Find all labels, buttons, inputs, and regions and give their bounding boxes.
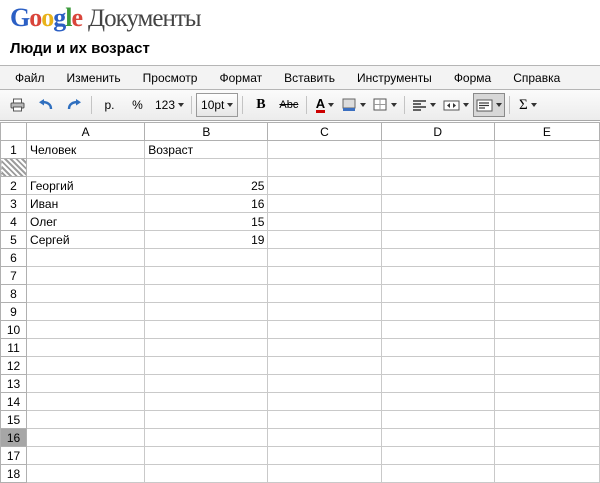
- borders-icon: [373, 98, 388, 112]
- cell-A4[interactable]: Олег: [27, 213, 145, 231]
- cell-B1[interactable]: Возраст: [145, 141, 268, 159]
- row-header-18[interactable]: 18: [1, 465, 27, 483]
- menu-item-form[interactable]: Форма: [453, 70, 492, 85]
- table-row: [1, 339, 600, 357]
- cell-E17[interactable]: [494, 447, 599, 465]
- frozen-row-handle[interactable]: [1, 159, 27, 177]
- cell-C2[interactable]: [268, 177, 381, 195]
- cell-Dsep[interactable]: [381, 159, 494, 177]
- cell-A13[interactable]: [27, 375, 145, 393]
- table-row: [1, 375, 600, 393]
- cell-E9[interactable]: [494, 303, 599, 321]
- number-format-button[interactable]: [152, 93, 187, 117]
- table-row: [1, 465, 600, 483]
- cell-D2[interactable]: [381, 177, 494, 195]
- cell-E14[interactable]: [494, 393, 599, 411]
- font-size-label: 10pt: [201, 98, 225, 112]
- row-header-3[interactable]: 3: [1, 195, 27, 213]
- cell-C10[interactable]: [268, 321, 381, 339]
- cell-E10[interactable]: [494, 321, 599, 339]
- cell-A2[interactable]: Георгий: [27, 177, 145, 195]
- table-row: [1, 141, 600, 159]
- cell-D3[interactable]: [381, 195, 494, 213]
- cell-C11[interactable]: [268, 339, 381, 357]
- cell-D9[interactable]: [381, 303, 494, 321]
- table-row: [1, 411, 600, 429]
- fill-color-icon: [342, 98, 357, 112]
- toolbar-separator-4: [306, 96, 307, 114]
- cell-D4[interactable]: [381, 213, 494, 231]
- currency-format-button[interactable]: р.: [104, 98, 115, 112]
- menu-item-view[interactable]: Просмотр: [142, 70, 198, 85]
- cell-B12[interactable]: [145, 357, 268, 375]
- row-header-1[interactable]: 1: [1, 141, 27, 159]
- row-header-14[interactable]: 14: [1, 393, 27, 411]
- cell-D10[interactable]: [381, 321, 494, 339]
- row-header-7[interactable]: 7: [1, 267, 27, 285]
- toolbar-separator-3: [242, 96, 243, 114]
- cell-A16[interactable]: [27, 429, 145, 447]
- cell-C5[interactable]: [268, 231, 381, 249]
- cell-D7[interactable]: [381, 267, 494, 285]
- chevron-down-icon: [328, 103, 334, 107]
- table-row: [1, 177, 600, 195]
- cell-E16[interactable]: [494, 429, 599, 447]
- toolbar-separator-2: [191, 96, 192, 114]
- cell-A12[interactable]: [27, 357, 145, 375]
- cell-D6[interactable]: [381, 249, 494, 267]
- cell-E12[interactable]: [494, 357, 599, 375]
- cell-A3[interactable]: Иван: [27, 195, 145, 213]
- cell-B18[interactable]: [145, 465, 268, 483]
- cell-B3[interactable]: 16: [145, 195, 268, 213]
- table-row: [1, 249, 600, 267]
- cell-A10[interactable]: [27, 321, 145, 339]
- column-header-a[interactable]: A: [27, 123, 145, 141]
- toolbar: [0, 90, 600, 121]
- cell-B11[interactable]: [145, 339, 268, 357]
- cell-E15[interactable]: [494, 411, 599, 429]
- print-icon: [10, 98, 25, 112]
- cell-E11[interactable]: [494, 339, 599, 357]
- cell-B4[interactable]: 15: [145, 213, 268, 231]
- cell-D17[interactable]: [381, 447, 494, 465]
- spreadsheet-body: [1, 141, 600, 483]
- undo-icon: [38, 98, 54, 112]
- row-header-9[interactable]: 9: [1, 303, 27, 321]
- brand-header: [0, 0, 600, 34]
- bold-icon: B: [256, 97, 266, 112]
- wrap-text-button[interactable]: [473, 93, 505, 117]
- row-header-10[interactable]: 10: [1, 321, 27, 339]
- fill-color-button[interactable]: [339, 93, 369, 117]
- cell-E18[interactable]: [494, 465, 599, 483]
- cell-B17[interactable]: [145, 447, 268, 465]
- column-header-row: [1, 123, 600, 141]
- row-header-11[interactable]: 11: [1, 339, 27, 357]
- cell-C12[interactable]: [268, 357, 381, 375]
- cell-D11[interactable]: [381, 339, 494, 357]
- cell-E6[interactable]: [494, 249, 599, 267]
- select-all-corner[interactable]: [1, 123, 27, 141]
- cell-D18[interactable]: [381, 465, 494, 483]
- text-color-icon: A: [315, 95, 326, 111]
- chevron-down-icon: [531, 103, 537, 107]
- cell-C17[interactable]: [268, 447, 381, 465]
- redo-button[interactable]: [60, 93, 87, 117]
- cell-E7[interactable]: [494, 267, 599, 285]
- cell-Asep[interactable]: [27, 159, 145, 177]
- cell-A18[interactable]: [27, 465, 145, 483]
- menu-item-help[interactable]: Справка: [513, 70, 561, 85]
- cell-E2[interactable]: [494, 177, 599, 195]
- column-header-e[interactable]: E: [494, 123, 599, 141]
- row-header-12[interactable]: 12: [1, 357, 27, 375]
- logo-letter-g2: g: [53, 3, 66, 32]
- column-header-c[interactable]: C: [268, 123, 381, 141]
- cell-C18[interactable]: [268, 465, 381, 483]
- cell-A6[interactable]: [27, 249, 145, 267]
- cell-B13[interactable]: [145, 375, 268, 393]
- toolbar-separator-6: [509, 96, 510, 114]
- logo-letter-g1: G: [10, 3, 30, 32]
- cell-B16[interactable]: [145, 429, 268, 447]
- cell-E3[interactable]: [494, 195, 599, 213]
- cell-E8[interactable]: [494, 285, 599, 303]
- cell-Bsep[interactable]: [145, 159, 268, 177]
- menu-item-insert[interactable]: Вставить: [284, 70, 335, 85]
- menu-item-edit[interactable]: Изменить: [66, 70, 121, 85]
- cell-C13[interactable]: [268, 375, 381, 393]
- cell-A15[interactable]: [27, 411, 145, 429]
- cell-D12[interactable]: [381, 357, 494, 375]
- product-name: Документы: [88, 5, 201, 32]
- table-row: [1, 231, 600, 249]
- cell-B15[interactable]: [145, 411, 268, 429]
- wrap-text-icon: [476, 99, 493, 112]
- chevron-down-icon: [430, 103, 436, 107]
- table-row: [1, 267, 600, 285]
- cell-C9[interactable]: [268, 303, 381, 321]
- redo-icon: [66, 98, 82, 112]
- chevron-down-icon: [227, 103, 233, 107]
- chevron-down-icon: [360, 103, 366, 107]
- toolbar-separator-5: [404, 96, 405, 114]
- cell-C7[interactable]: [268, 267, 381, 285]
- cell-A17[interactable]: [27, 447, 145, 465]
- row-header-17[interactable]: 17: [1, 447, 27, 465]
- table-row: [1, 285, 600, 303]
- cell-B6[interactable]: [145, 249, 268, 267]
- print-button[interactable]: [4, 93, 31, 117]
- google-logo[interactable]: [10, 4, 600, 33]
- document-title[interactable]: Люди и их возраст: [10, 40, 150, 57]
- logo-letter-o1: o: [29, 3, 42, 32]
- chevron-down-icon: [463, 103, 469, 107]
- strikethrough-icon: Abc: [279, 99, 299, 111]
- borders-button[interactable]: [370, 93, 400, 117]
- spreadsheet: [0, 121, 600, 483]
- font-size-select[interactable]: [196, 93, 238, 117]
- cell-C4[interactable]: [268, 213, 381, 231]
- cell-A7[interactable]: [27, 267, 145, 285]
- cell-B14[interactable]: [145, 393, 268, 411]
- table-row: [1, 429, 600, 447]
- cell-B10[interactable]: [145, 321, 268, 339]
- row-header-5[interactable]: 5: [1, 231, 27, 249]
- cell-E5[interactable]: [494, 231, 599, 249]
- cell-A9[interactable]: [27, 303, 145, 321]
- number-format-label: 123: [155, 98, 176, 112]
- table-row: [1, 447, 600, 465]
- sigma-icon: Σ: [519, 96, 528, 113]
- row-header-16[interactable]: 16: [1, 429, 27, 447]
- cell-A14[interactable]: [27, 393, 145, 411]
- cell-D15[interactable]: [381, 411, 494, 429]
- merge-cells-button[interactable]: [440, 93, 472, 117]
- menu-item-format[interactable]: Формат: [219, 70, 263, 85]
- table-row: [1, 159, 600, 177]
- table-row: [1, 321, 600, 339]
- cell-D1[interactable]: [381, 141, 494, 159]
- row-header-6[interactable]: 6: [1, 249, 27, 267]
- cell-C6[interactable]: [268, 249, 381, 267]
- cell-D16[interactable]: [381, 429, 494, 447]
- functions-button[interactable]: [514, 93, 541, 117]
- menu-bar: [0, 65, 600, 90]
- row-header-2[interactable]: 2: [1, 177, 27, 195]
- table-row: [1, 357, 600, 375]
- cell-C8[interactable]: [268, 285, 381, 303]
- table-row: [1, 195, 600, 213]
- percent-format-button[interactable]: %: [132, 98, 143, 112]
- toolbar-separator-1: [91, 96, 92, 114]
- cell-C16[interactable]: [268, 429, 381, 447]
- bold-button[interactable]: [247, 93, 274, 117]
- undo-button[interactable]: [32, 93, 59, 117]
- cell-C14[interactable]: [268, 393, 381, 411]
- table-row: [1, 393, 600, 411]
- cell-D8[interactable]: [381, 285, 494, 303]
- merge-cells-icon: [443, 99, 460, 112]
- row-header-15[interactable]: 15: [1, 411, 27, 429]
- logo-letter-o2: o: [41, 3, 54, 32]
- chevron-down-icon: [496, 103, 502, 107]
- chevron-down-icon: [178, 103, 184, 107]
- cell-B2[interactable]: 25: [145, 177, 268, 195]
- cell-E4[interactable]: [494, 213, 599, 231]
- cell-D14[interactable]: [381, 393, 494, 411]
- cell-A8[interactable]: [27, 285, 145, 303]
- row-header-8[interactable]: 8: [1, 285, 27, 303]
- align-left-icon: [412, 99, 427, 111]
- cell-A1[interactable]: Человек: [27, 141, 145, 159]
- cell-D5[interactable]: [381, 231, 494, 249]
- chevron-down-icon: [391, 103, 397, 107]
- text-color-button[interactable]: [311, 93, 338, 117]
- logo-letter-l: l: [65, 3, 72, 32]
- strikethrough-button[interactable]: [275, 93, 302, 117]
- align-button[interactable]: [409, 93, 439, 117]
- cell-A11[interactable]: [27, 339, 145, 357]
- table-row: [1, 303, 600, 321]
- cell-C15[interactable]: [268, 411, 381, 429]
- row-header-4[interactable]: 4: [1, 213, 27, 231]
- cell-A5[interactable]: Сергей: [27, 231, 145, 249]
- column-header-b[interactable]: B: [145, 123, 268, 141]
- cell-B7[interactable]: [145, 267, 268, 285]
- table-row: [1, 213, 600, 231]
- spreadsheet-grid: [0, 122, 600, 483]
- cell-B5[interactable]: 19: [145, 231, 268, 249]
- menu-item-tools[interactable]: Инструменты: [356, 70, 432, 85]
- cell-Csep[interactable]: [268, 159, 381, 177]
- cell-D13[interactable]: [381, 375, 494, 393]
- logo-letter-e: e: [71, 3, 83, 32]
- cell-C1[interactable]: [268, 141, 381, 159]
- cell-B9[interactable]: [145, 303, 268, 321]
- cell-C3[interactable]: [268, 195, 381, 213]
- cell-E13[interactable]: [494, 375, 599, 393]
- menu-item-file[interactable]: Файл: [15, 70, 45, 85]
- cell-E1[interactable]: [494, 141, 599, 159]
- cell-Esep[interactable]: [494, 159, 599, 177]
- column-header-d[interactable]: D: [381, 123, 494, 141]
- cell-B8[interactable]: [145, 285, 268, 303]
- row-header-13[interactable]: 13: [1, 375, 27, 393]
